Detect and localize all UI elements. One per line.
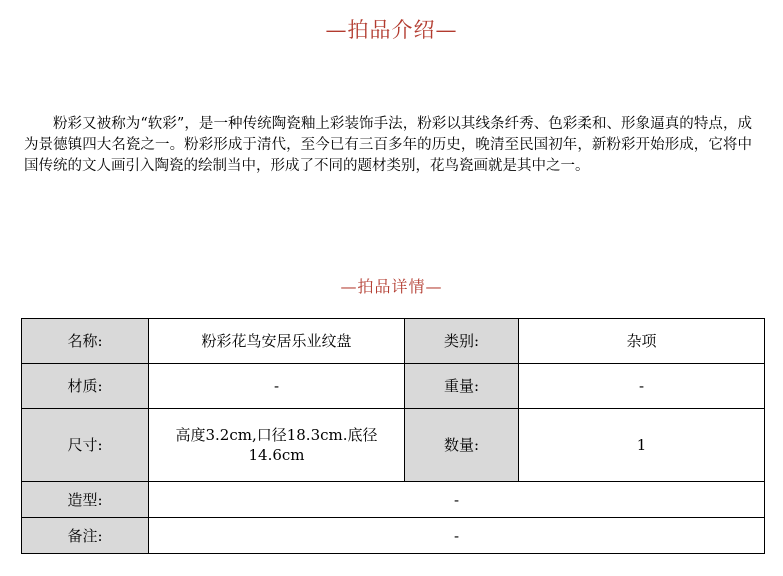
notes-value: -	[149, 518, 765, 554]
size-value: 高度3.2cm,口径18.3cm.底径14.6cm	[149, 409, 405, 482]
weight-label: 重量:	[405, 364, 519, 409]
material-value: -	[149, 364, 405, 409]
table-row	[22, 482, 765, 518]
details-section-title: —拍品详情—	[340, 277, 443, 296]
table-row	[22, 518, 765, 554]
quantity-value: 1	[519, 409, 765, 482]
table-row	[22, 364, 765, 409]
shape-value: -	[149, 482, 765, 518]
size-label: 尺寸:	[22, 409, 149, 482]
intro-paragraph: 粉彩又被称为“软彩”，是一种传统陶瓷釉上彩装饰手法，粉彩以其线条纤秀、色彩柔和、形象逼真的特点，成为景德镇四大名瓷之一。粉彩形成于清代，至今已有三百多年的历史，晚清至民国初年，新粉彩开始形成，它将中国传统的文人画引入陶瓷的绘制当中，形成了不同的题材类别，花鸟瓷画就是其中之一。	[24, 116, 752, 174]
intro-section-title: —拍品介绍—	[325, 18, 458, 42]
table-row	[22, 319, 765, 364]
category-value: 杂项	[519, 319, 765, 364]
details-table	[21, 318, 765, 554]
category-label: 类别:	[405, 319, 519, 364]
name-label: 名称:	[22, 319, 149, 364]
name-value: 粉彩花鸟安居乐业纹盘	[149, 319, 405, 364]
table-row	[22, 409, 765, 482]
notes-label: 备注:	[22, 518, 149, 554]
weight-value: -	[519, 364, 765, 409]
shape-label: 造型:	[22, 482, 149, 518]
quantity-label: 数量:	[405, 409, 519, 482]
material-label: 材质:	[22, 364, 149, 409]
